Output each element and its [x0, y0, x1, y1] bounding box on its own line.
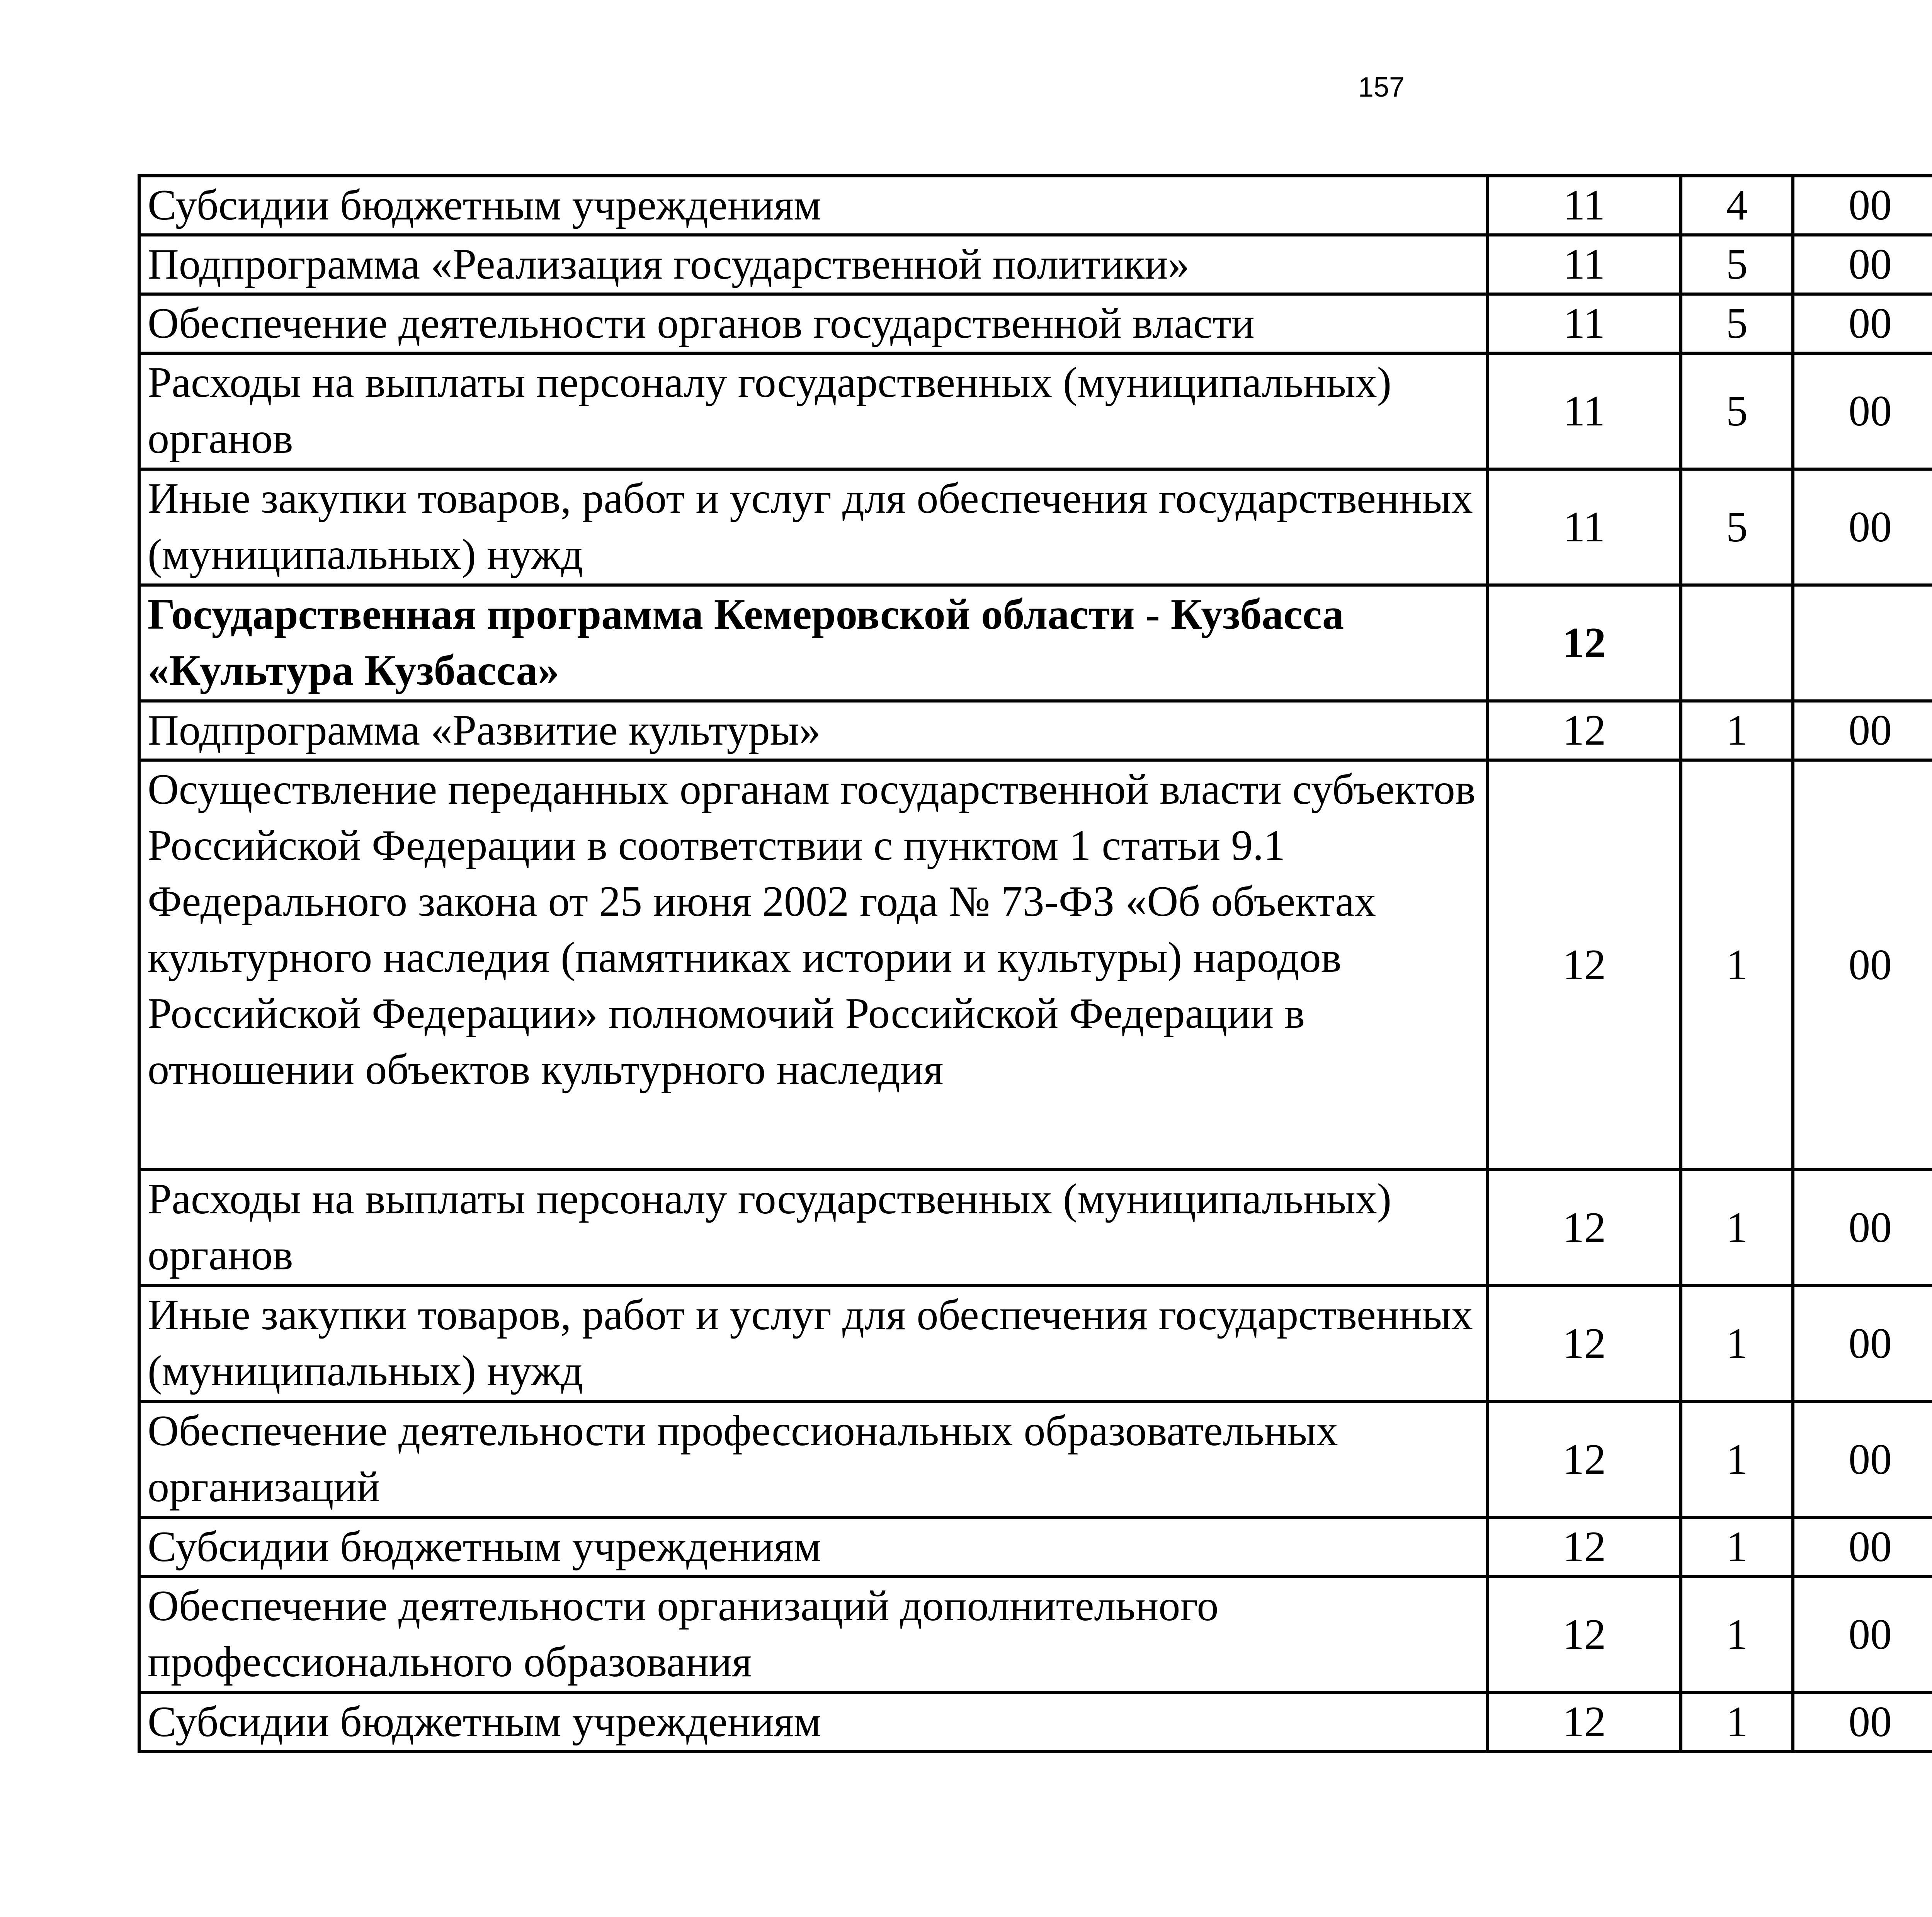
row-name: Подпрограмма «Развитие культуры» — [139, 701, 1488, 760]
row-program-code: 12 — [1488, 1170, 1681, 1286]
row-name: Субсидии бюджетным учреждениям — [139, 1692, 1488, 1752]
row-program-code: 12 — [1488, 585, 1681, 701]
row-program-code: 12 — [1488, 1692, 1681, 1752]
row-subprogram-code: 1 — [1681, 1286, 1793, 1402]
row-subprogram-code — [1681, 585, 1793, 701]
table-row — [139, 1170, 1932, 1286]
row-subprogram-code: 1 — [1681, 760, 1793, 1170]
table-row — [139, 235, 1932, 294]
row-code: 00 — [1793, 1286, 1932, 1402]
row-code: 00 — [1793, 235, 1932, 294]
row-name: Государственная программа Кемеровской области - Кузбасса «Культура Кузбасса» — [139, 585, 1488, 701]
row-name: Иные закупки товаров, работ и услуг для обеспечения государственных (муниципальных) нужд — [139, 469, 1488, 585]
row-name: Субсидии бюджетным учреждениям — [139, 176, 1488, 235]
row-program-code: 11 — [1488, 294, 1681, 353]
row-program-code: 11 — [1488, 176, 1681, 235]
row-program-code: 12 — [1488, 1402, 1681, 1517]
row-name: Обеспечение деятельности профессиональных образовательных организаций — [139, 1402, 1488, 1517]
row-code: 00 — [1793, 1517, 1932, 1577]
row-subprogram-code: 1 — [1681, 1170, 1793, 1286]
row-subprogram-code: 4 — [1681, 176, 1793, 235]
page-number: 157 — [1358, 72, 1405, 103]
table-row — [139, 1286, 1932, 1402]
table-row — [139, 701, 1932, 760]
row-subprogram-code: 1 — [1681, 1577, 1793, 1692]
row-name: Обеспечение деятельности органов государственной власти — [139, 294, 1488, 353]
row-program-code: 12 — [1488, 1286, 1681, 1402]
row-code: 00 — [1793, 176, 1932, 235]
table-row — [139, 760, 1932, 1170]
row-code — [1793, 585, 1932, 701]
row-subprogram-code: 1 — [1681, 1692, 1793, 1752]
row-subprogram-code: 5 — [1681, 353, 1793, 469]
row-name: Подпрограмма «Реализация государственной политики» — [139, 235, 1488, 294]
row-subprogram-code: 1 — [1681, 701, 1793, 760]
row-name: Обеспечение деятельности организаций дополнительного профессионального образования — [139, 1577, 1488, 1692]
budget-table-body — [139, 176, 1932, 1752]
row-code: 00 — [1793, 1577, 1932, 1692]
row-code: 00 — [1793, 294, 1932, 353]
row-name: Осуществление переданных органам государственной власти субъектов Российской Федерации в соответствии с пунктом 1 статьи 9.1 Федерального закона от 25 июня 2002 года № 73-ФЗ «Об объектах культурного наследия (памятниках истории и культуры) народов Российской Федерации» полномочий Российской Федерации в отношении объектов культурного наследия — [139, 760, 1488, 1170]
row-subprogram-code: 5 — [1681, 469, 1793, 585]
row-code: 00 — [1793, 469, 1932, 585]
table-row-total — [139, 585, 1932, 701]
row-code: 00 — [1793, 353, 1932, 469]
table-row — [139, 1402, 1932, 1517]
row-code: 00 — [1793, 760, 1932, 1170]
row-name: Расходы на выплаты персоналу государственных (муниципальных) органов — [139, 353, 1488, 469]
row-program-code: 11 — [1488, 235, 1681, 294]
table-row — [139, 1517, 1932, 1577]
table-row — [139, 1577, 1932, 1692]
budget-table — [138, 174, 1932, 1753]
row-subprogram-code: 5 — [1681, 294, 1793, 353]
row-program-code: 11 — [1488, 469, 1681, 585]
row-code: 00 — [1793, 701, 1932, 760]
row-code: 00 — [1793, 1692, 1932, 1752]
row-subprogram-code: 5 — [1681, 235, 1793, 294]
row-program-code: 12 — [1488, 1517, 1681, 1577]
row-name: Субсидии бюджетным учреждениям — [139, 1517, 1488, 1577]
table-row — [139, 353, 1932, 469]
row-subprogram-code: 1 — [1681, 1517, 1793, 1577]
table-row — [139, 1692, 1932, 1752]
row-subprogram-code: 1 — [1681, 1402, 1793, 1517]
row-program-code: 12 — [1488, 760, 1681, 1170]
table-row — [139, 294, 1932, 353]
table-row — [139, 176, 1932, 235]
row-program-code: 11 — [1488, 353, 1681, 469]
row-code: 00 — [1793, 1402, 1932, 1517]
table-row — [139, 469, 1932, 585]
row-name: Расходы на выплаты персоналу государственных (муниципальных) органов — [139, 1170, 1488, 1286]
row-program-code: 12 — [1488, 701, 1681, 760]
row-name: Иные закупки товаров, работ и услуг для обеспечения государственных (муниципальных) нужд — [139, 1286, 1488, 1402]
row-code: 00 — [1793, 1170, 1932, 1286]
row-program-code: 12 — [1488, 1577, 1681, 1692]
